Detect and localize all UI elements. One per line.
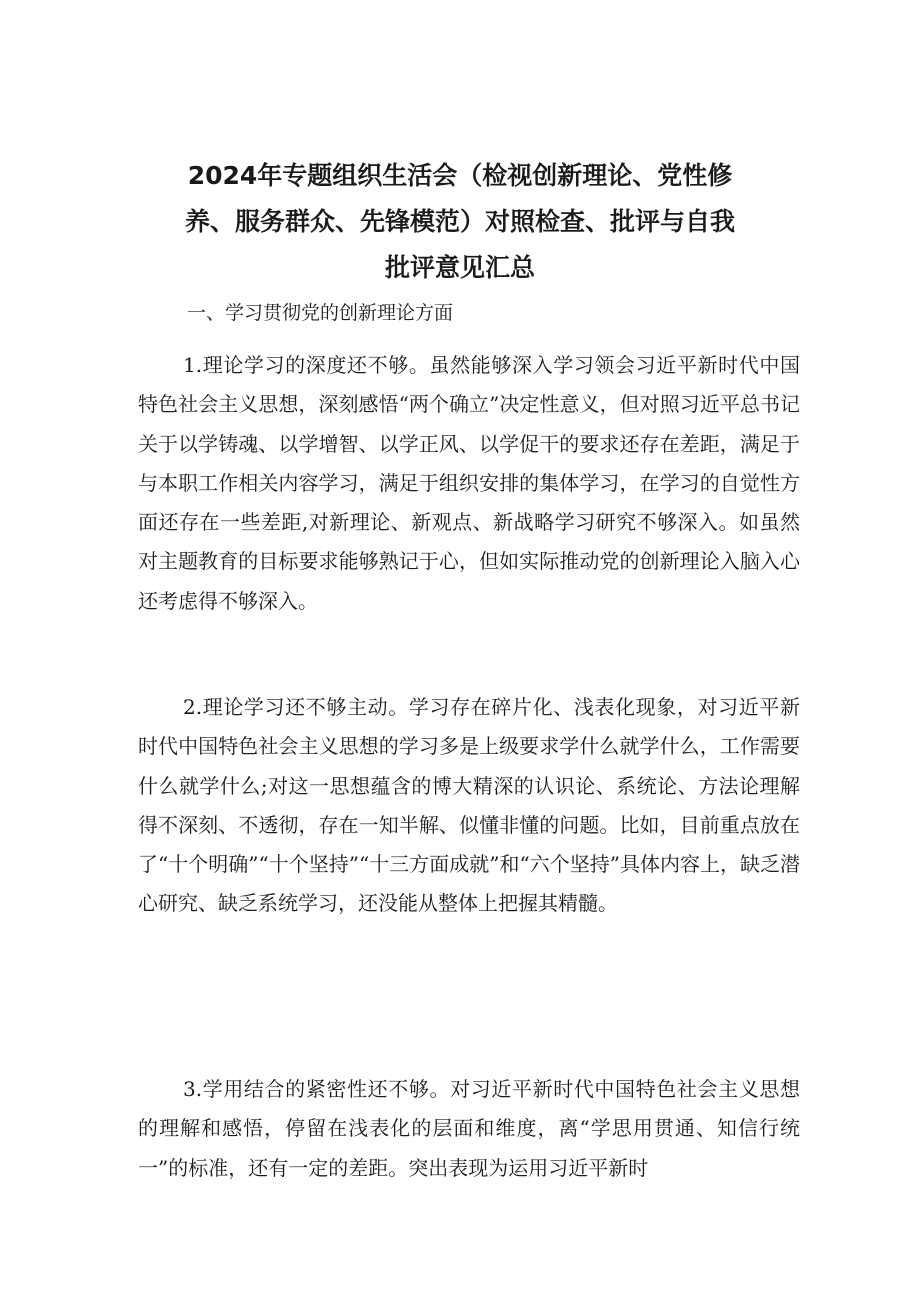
paragraph-3: 3.学用结合的紧密性还不够。对习近平新时代中国特色社会主义思想的理解和感悟，停留在浅表化的层面和维度，离“学思用贯通、知信行统一”的标准，还有一定的差距。突出表现为运用习近平新时: [138, 1077, 800, 1180]
title-line-2: 养、服务群众、先锋模范）对照检查、批评与自我: [184, 206, 735, 236]
document-title: [140, 153, 780, 291]
section-heading: 一、学习贯彻党的创新理论方面: [187, 302, 454, 324]
paragraph-1: 1.理论学习的深度还不够。虽然能够深入学习领会习近平新时代中国特色社会主义思想，深刻感悟“两个确立”决定性意义，但对照习近平总书记关于以学铸魂、以学增智、以学正风、以学促干的要求还存在差距，满足于与本职工作相关内容学习，满足于组织安排的集体学习，在学习的自觉性方面还存在一些差距,对新理论、新观点、新战略学习研究不够深入。如虽然对主题教育的目标要求能够熟记于心，但如实际推动党的创新理论入脑入心还考虑得不够深入。: [138, 353, 800, 613]
title-line-1: 2024年专题组织生活会（检视创新理论、党性修: [187, 160, 733, 190]
title-line-3: 批评意见汇总: [384, 252, 535, 282]
paragraph-2: 2.理论学习还不够主动。学习存在碎片化、浅表化现象，对习近平新时代中国特色社会主义思想的学习多是上级要求学什么就学什么，工作需要什么就学什么;对这一思想蕴含的博大精深的认识论、系统论、方法论理解得不深刻、不透彻，存在一知半解、似懂非懂的问题。比如，目前重点放在了“十个明确”“十个坚持”“十三方面成就”和“六个坚持”具体内容上，缺乏潜心研究、缺乏系统学习，还没能从整体上把握其精髓。: [138, 695, 800, 916]
